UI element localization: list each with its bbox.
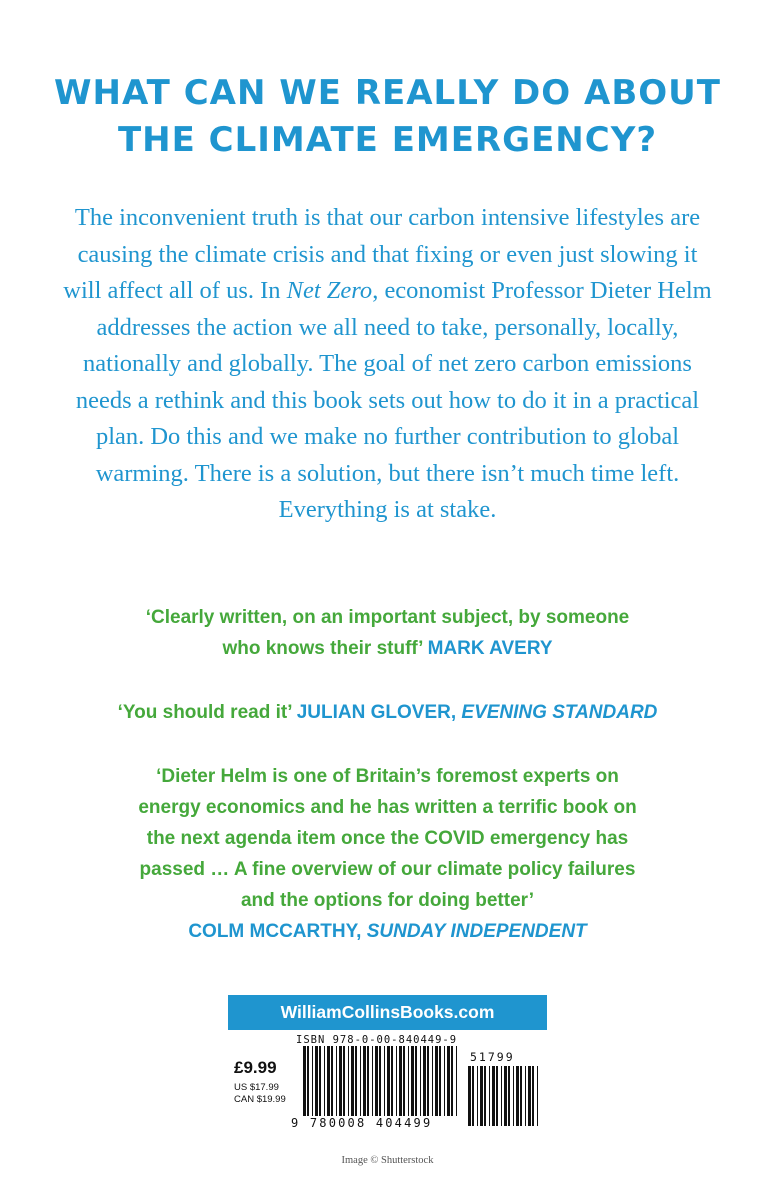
headline-line-2: THE CLIMATE EMERGENCY?	[117, 120, 658, 160]
barcode-bar	[324, 1046, 325, 1116]
barcode-bar	[391, 1046, 393, 1116]
barcode-bar	[355, 1046, 357, 1116]
barcode-bar	[532, 1066, 534, 1126]
barcode-bar	[489, 1066, 490, 1126]
barcode-bar	[303, 1046, 306, 1116]
ean-digits: 9 780008 404499	[291, 1116, 433, 1130]
quote-text: and the options for doing better’	[240, 890, 535, 911]
barcode-bar	[375, 1046, 378, 1116]
quote-author: JULIAN GLOVER,	[296, 702, 457, 723]
image-credit: Image © Shutterstock	[341, 1155, 434, 1166]
headline	[40, 70, 735, 164]
barcode-bar	[504, 1066, 507, 1126]
barcode-bar	[484, 1066, 486, 1126]
barcode-bar	[312, 1046, 313, 1116]
barcode-bar	[420, 1046, 421, 1116]
barcode-bar	[343, 1046, 345, 1116]
barcode-bar	[480, 1066, 483, 1126]
barcode-bar	[351, 1046, 354, 1116]
barcode-bar	[360, 1046, 361, 1116]
barcode-bar	[472, 1066, 474, 1126]
quote-text: ‘You should read it’	[117, 702, 292, 723]
barcode-bar	[439, 1046, 441, 1116]
barcode-bar	[513, 1066, 514, 1126]
barcode-bar	[451, 1046, 453, 1116]
ean-barcode-icon	[303, 1046, 459, 1118]
barcode-bar	[496, 1066, 498, 1126]
barcode-bar	[408, 1046, 409, 1116]
barcode-bar	[427, 1046, 429, 1116]
quote-text: ‘Dieter Helm is one of Britain’s foremost experts on	[156, 766, 619, 787]
review-quote-1	[40, 602, 735, 664]
barcode-bar	[348, 1046, 349, 1116]
review-quote-3	[40, 761, 735, 947]
barcode-bar	[508, 1066, 510, 1126]
price-can: CAN $19.99	[234, 1094, 286, 1105]
publisher-url-banner[interactable]: WilliamCollinsBooks.com	[228, 995, 547, 1030]
addon-barcode-icon	[468, 1066, 540, 1128]
quote-author: MARK AVERY	[427, 638, 553, 659]
barcode-bar	[477, 1066, 478, 1126]
quote-text: who knows their stuff’	[222, 638, 423, 659]
isbn-label: ISBN 978-0-00-840449-9	[296, 1034, 458, 1046]
quote-text: energy economics and he has written a terrific book on	[138, 797, 637, 818]
book-title: Net Zero	[286, 277, 373, 304]
quote-text: ‘Clearly written, on an important subject, by someone	[145, 607, 630, 628]
barcode-bar	[379, 1046, 381, 1116]
barcode-bar	[447, 1046, 450, 1116]
barcode-bar	[444, 1046, 445, 1116]
quote-text: the next agenda item once the COVID emergency has	[146, 828, 629, 849]
barcode-bar	[501, 1066, 502, 1126]
quote-author: COLM MCCARTHY,	[188, 921, 362, 942]
quote-text: passed … A fine overview of our climate policy failures	[139, 859, 636, 880]
blurb	[60, 200, 715, 529]
barcode-bar	[403, 1046, 405, 1116]
barcode-bar	[456, 1046, 457, 1116]
barcode-bar	[363, 1046, 366, 1116]
barcode-bar	[537, 1066, 538, 1126]
barcode-bar	[468, 1066, 471, 1126]
price-uk: £9.99	[234, 1058, 277, 1077]
barcode-bar	[525, 1066, 526, 1126]
barcode-bar	[307, 1046, 309, 1116]
barcode-bar	[331, 1046, 333, 1116]
barcode-bar	[396, 1046, 397, 1116]
quote-publication: EVENING STANDARD	[461, 702, 658, 723]
barcode-bar	[520, 1066, 522, 1126]
addon-digits: 51799	[470, 1050, 515, 1064]
barcode-bar	[367, 1046, 369, 1116]
barcode-bar	[319, 1046, 321, 1116]
barcode-bar	[432, 1046, 433, 1116]
blurb-part-2: , economist Professor Dieter Helm addresses the action we all need to take, personally, locally, nationally and globally. The goal of net zero carbon emissions needs a rethink and this book sets out how to do it in a practical plan. Do this and we make no further contribution to global warming. There is a solution, but there isn’t much time left. Everything is at stake.	[75, 277, 712, 523]
barcode-bar	[387, 1046, 390, 1116]
quote-publication: SUNDAY INDEPENDENT	[366, 921, 587, 942]
barcode-bar	[372, 1046, 373, 1116]
review-quote-2	[40, 697, 735, 728]
barcode-bar	[315, 1046, 318, 1116]
barcode-bar	[516, 1066, 519, 1126]
barcode-bar	[415, 1046, 417, 1116]
blurb-part-1: The inconvenient truth is that our carbon intensive lifestyles are causing the climate crisis and that fixing or even just slowing it will affect all of us. In	[63, 204, 701, 304]
barcode-bar	[435, 1046, 438, 1116]
barcode-bar	[423, 1046, 426, 1116]
barcode-bar	[384, 1046, 385, 1116]
barcode-bar	[327, 1046, 330, 1116]
barcode-bar	[411, 1046, 414, 1116]
barcode-bar	[399, 1046, 402, 1116]
barcode-bar	[528, 1066, 531, 1126]
price-us: US $17.99	[234, 1082, 279, 1093]
barcode-bar	[492, 1066, 495, 1126]
barcode-bar	[336, 1046, 337, 1116]
headline-line-1: WHAT CAN WE REALLY DO ABOUT	[54, 73, 721, 113]
barcode-bar	[339, 1046, 342, 1116]
